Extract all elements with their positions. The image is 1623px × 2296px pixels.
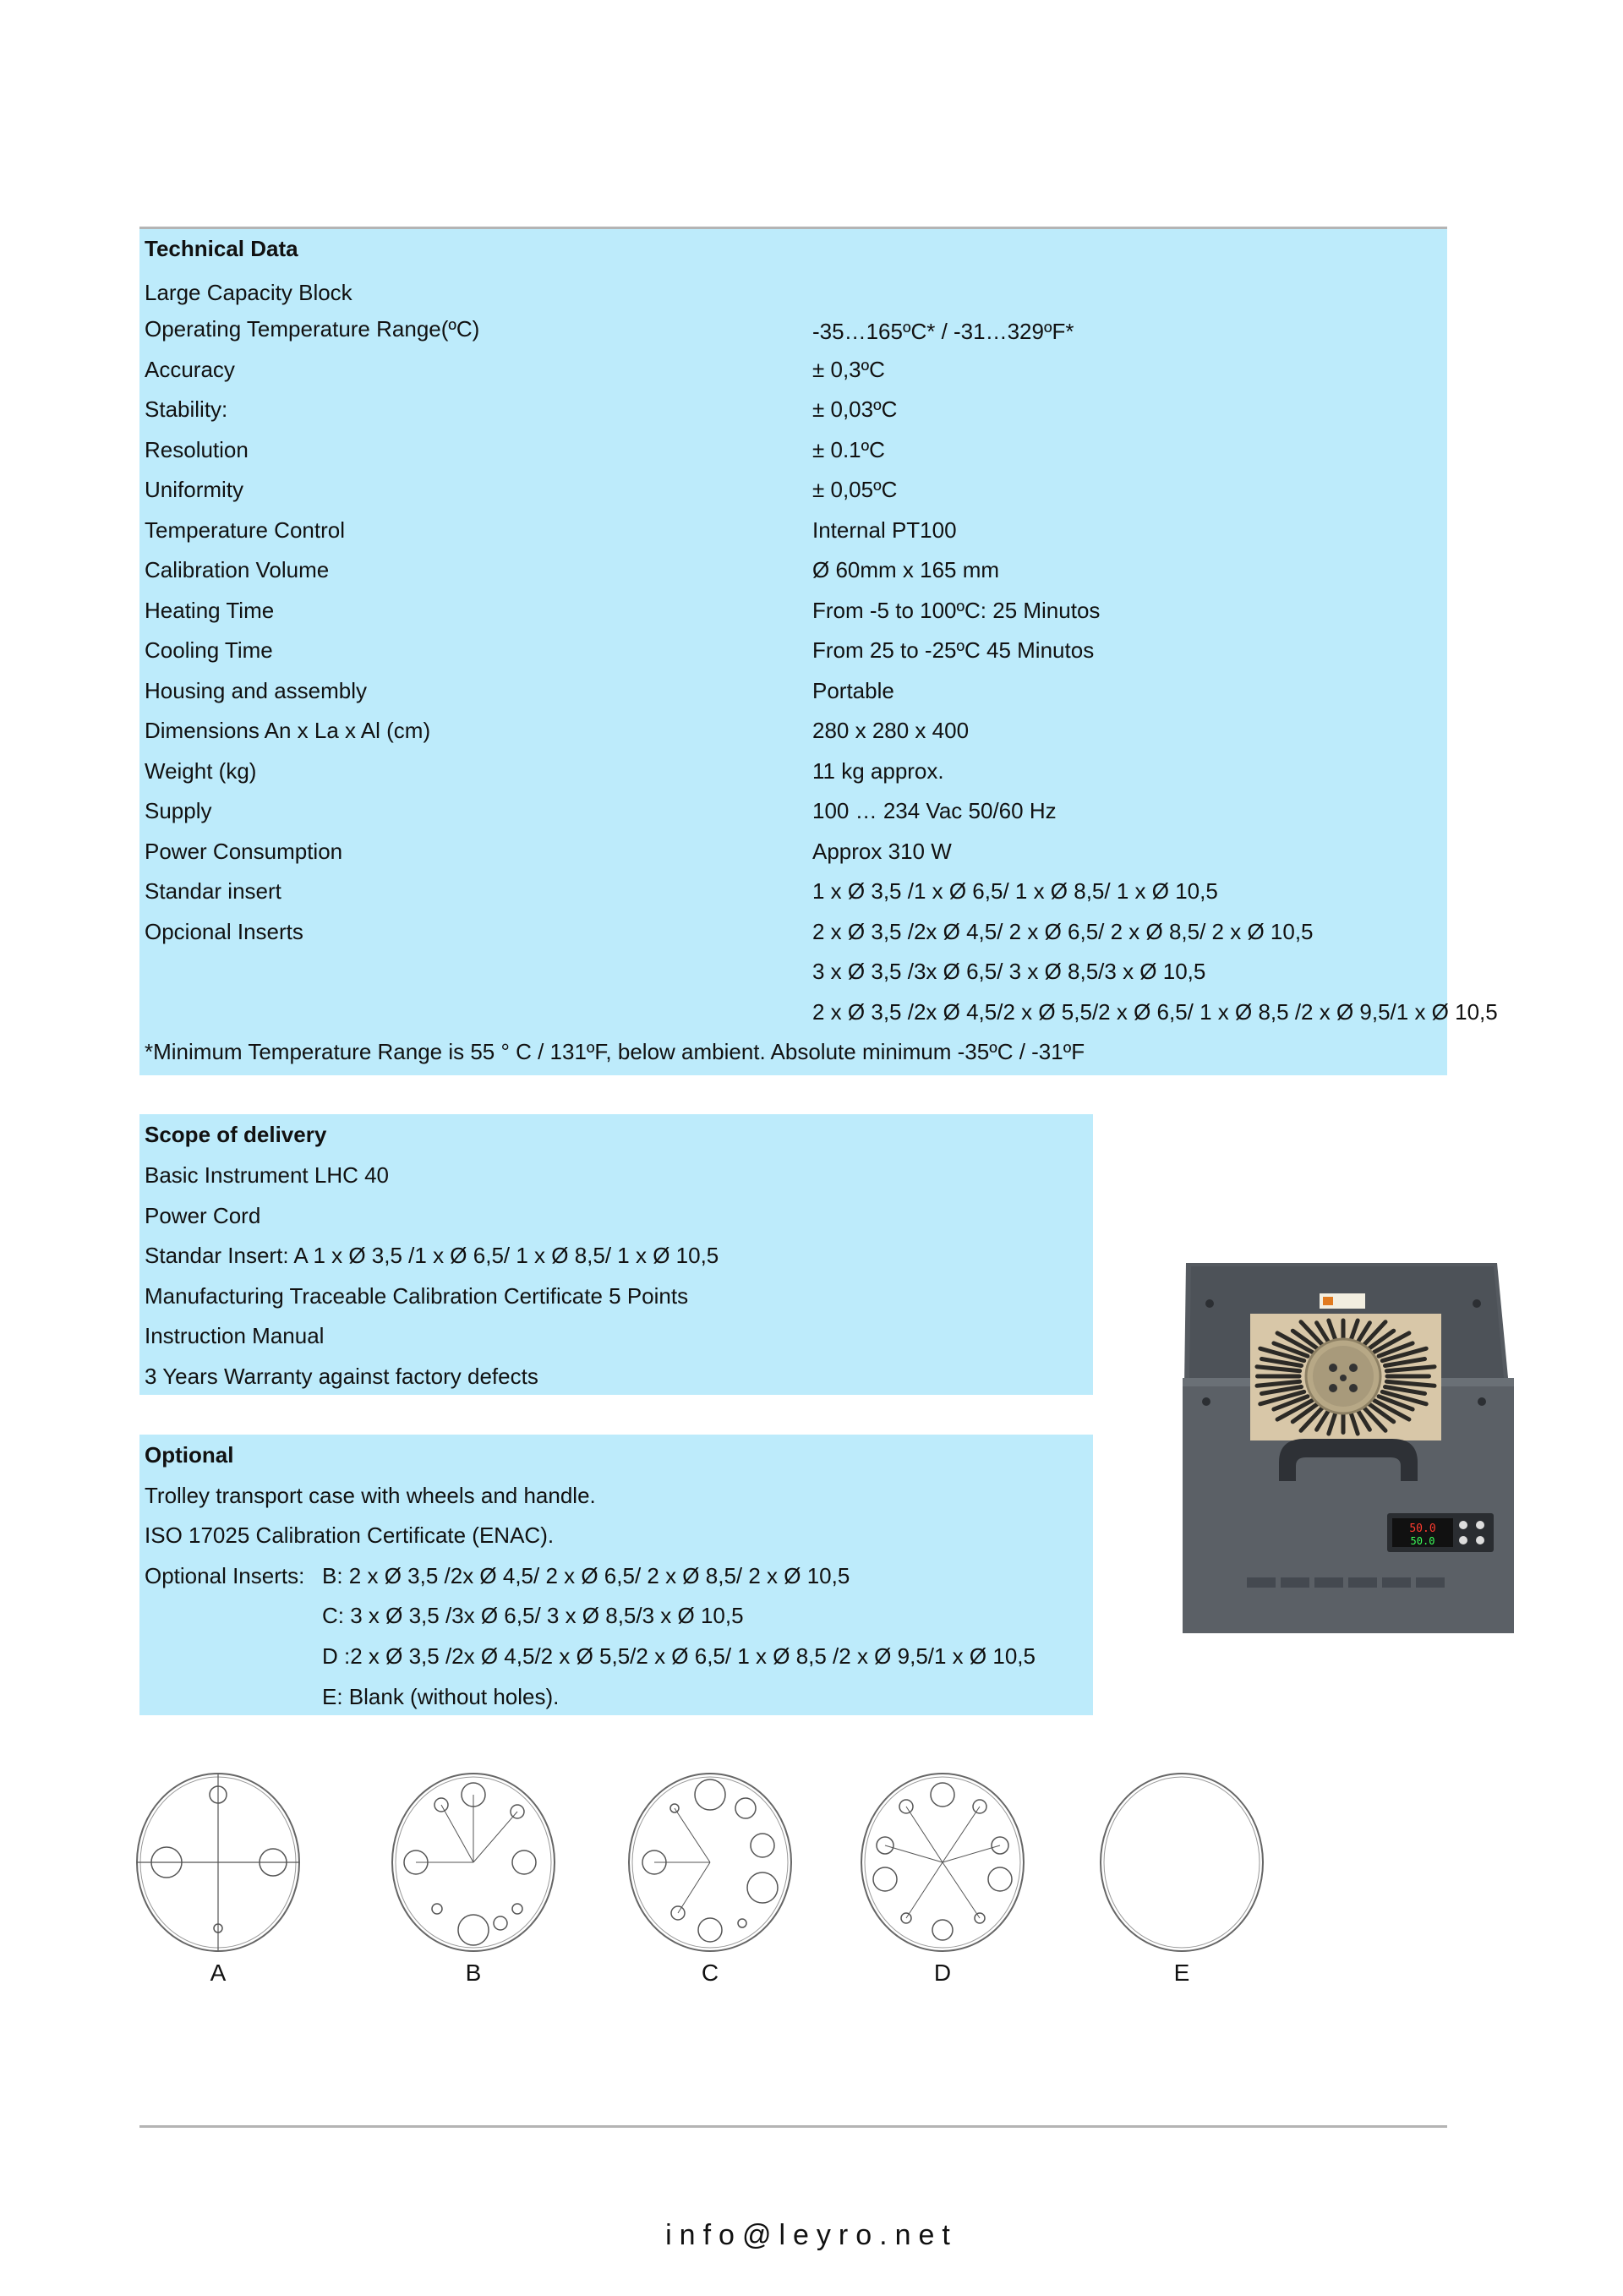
bottom-rule [139,2125,1447,2128]
insert-label-c: C [701,1960,719,1986]
spec-value: 1 x Ø 3,5 /1 x Ø 6,5/ 1 x Ø 8,5/ 1 x Ø 10,5 [812,878,1218,904]
technical-data-section [139,229,1498,1075]
spec-value: Internal PT100 [812,517,957,543]
spec-label: Weight (kg) [145,758,257,784]
spec-label: Supply [145,798,212,823]
spec-value: Portable [812,678,894,703]
spec-label: Operating Temperature Range(ºC) [145,316,480,342]
spec-value: Approx 310 W [812,839,952,864]
insert-diagram-b [391,1769,568,1964]
display-line1: 50.0 [1409,1522,1436,1535]
scope-item: Manufacturing Traceable Calibration Certificate 5 Points [145,1283,689,1309]
spec-value: ± 0.1ºC [812,437,885,462]
spec-label: Resolution [145,437,249,462]
spec-value: ± 0,03ºC [812,396,898,422]
spec-value: ± 0,05ºC [812,477,898,502]
scope-item: Instruction Manual [145,1323,325,1348]
insert-diagram-e [1099,1769,1276,1964]
spec-value: From 25 to -25ºC 45 Minutos [812,637,1095,663]
insert-label-a: A [210,1960,227,1986]
spec-label: Temperature Control [145,517,345,543]
spec-value: 2 x Ø 3,5 /2x Ø 4,5/ 2 x Ø 6,5/ 2 x Ø 8,5/ 2 x Ø 10,5 [812,919,1314,944]
spec-label: Opcional Inserts [145,919,303,944]
spec-label: Calibration Volume [145,557,330,582]
spec-label: Accuracy [145,357,235,382]
scope-item: Basic Instrument LHC 40 [145,1162,390,1188]
optional-inserts-label: Optional Inserts: [145,1563,305,1588]
scope-title: Scope of delivery [145,1122,327,1147]
optional-insert-b: B: 2 x Ø 3,5 /2x Ø 4,5/ 2 x Ø 6,5/ 2 x Ø 8,5/ 2 x Ø 10,5 [322,1563,850,1588]
spec-value: 3 x Ø 3,5 /3x Ø 6,5/ 3 x Ø 8,5/3 x Ø 10,5 [812,959,1206,984]
optional-insert-c: C: 3 x Ø 3,5 /3x Ø 6,5/ 3 x Ø 8,5/3 x Ø 10,5 [322,1603,744,1628]
optional-insert-d: D :2 x Ø 3,5 /2x Ø 4,5/2 x Ø 5,5/2 x Ø 6,5/ 1 x Ø 8,5 /2 x Ø 9,5/1 x Ø 10,5 [322,1643,1036,1669]
optional-title: Optional [145,1442,234,1468]
spec-label: Uniformity [145,477,244,502]
spec-label: Dimensions An x La x Al (cm) [145,718,431,743]
spec-label: Heating Time [145,598,275,623]
spec-label: Power Consumption [145,839,343,864]
spec-label: Housing and assembly [145,678,368,703]
footer-email[interactable]: info@leyro.net [665,2219,958,2251]
insert-diagram-c [627,1769,805,1964]
spec-value: 11 kg approx. [812,758,944,784]
optional-insert-e: E: Blank (without holes). [322,1684,560,1709]
product-photo [1179,1260,1517,1640]
spec-value: Ø 60mm x 165 mm [812,557,1000,582]
spec-value: 280 x 280 x 400 [812,718,970,743]
technical-footnote: *Minimum Temperature Range is 55 ° C / 131ºF, below ambient. Absolute minimum -35ºC / -31ºF [145,1039,1085,1064]
dry-block-calibrator-illustration [1179,1260,1517,1640]
spec-label: Standar insert [145,878,281,904]
optional-section [139,1435,1093,1715]
insert-label-b: B [465,1960,482,1986]
scope-item: 3 Years Warranty against factory defects [145,1364,538,1389]
scope-of-delivery-section [139,1114,1093,1395]
insert-label-e: E [1173,1960,1190,1986]
spec-label: Stability: [145,396,228,422]
spec-value: From -5 to 100ºC: 25 Minutos [812,598,1101,623]
technical-data-subtitle: Large Capacity Block [145,280,352,305]
scope-item: Standar Insert: A 1 x Ø 3,5 /1 x Ø 6,5/ 1 x Ø 8,5/ 1 x Ø 10,5 [145,1243,719,1268]
spec-label: Cooling Time [145,637,273,663]
optional-item: Trolley transport case with wheels and handle. [145,1483,596,1508]
spec-value: 2 x Ø 3,5 /2x Ø 4,5/2 x Ø 5,5/2 x Ø 6,5/ 1 x Ø 8,5 /2 x Ø 9,5/1 x Ø 10,5 [812,999,1498,1025]
spec-value: 100 … 234 Vac 50/60 Hz [812,798,1057,823]
scope-item: Power Cord [145,1203,261,1228]
technical-data-title: Technical Data [145,236,298,261]
spec-value: ± 0,3ºC [812,357,885,382]
optional-item: ISO 17025 Calibration Certificate (ENAC). [145,1522,555,1548]
insert-diagram-d [860,1769,1037,1964]
spec-value: -35…165ºC* / -31…329ºF* [812,319,1074,344]
insert-diagram-a [135,1769,313,1964]
display-line2: 50.0 [1410,1535,1435,1547]
insert-label-d: D [933,1960,952,1986]
